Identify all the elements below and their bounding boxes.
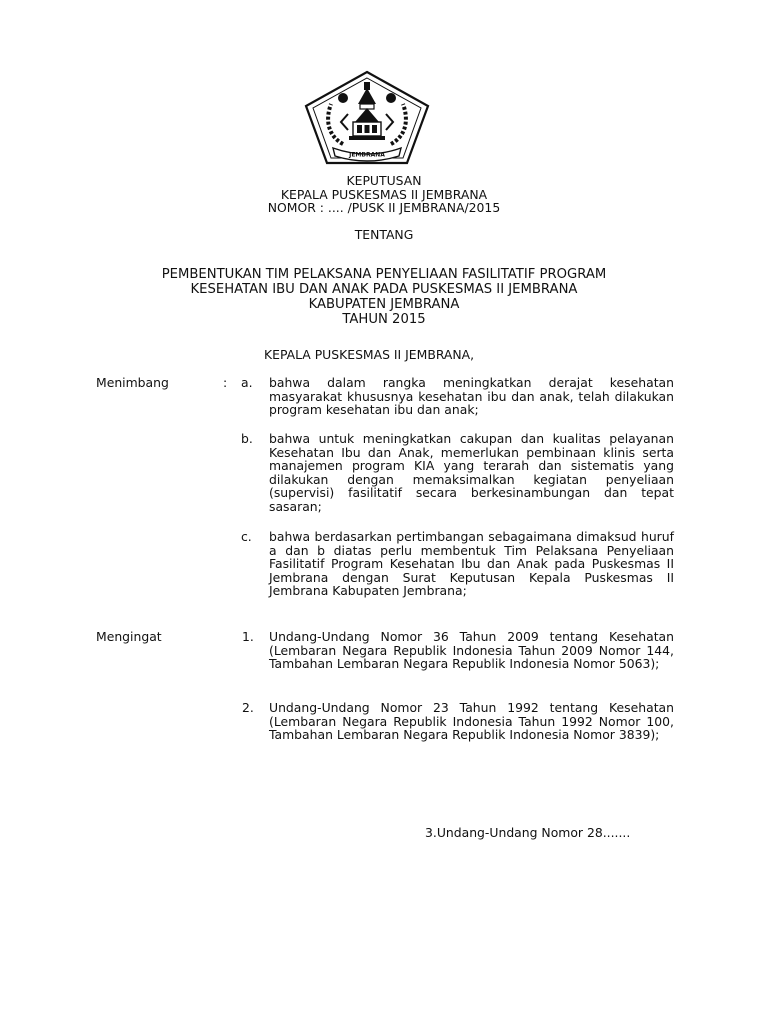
menimbang-item-c: bahwa berdasarkan pertimbangan sebagaimana dimaksud huruf a dan b diatas perlu membentuk Tim Pelaksana Penyeliaan Fasilitatif Program Kesehatan Ibu dan Anak pada Puskesmas II Jembrana dengan Surat Keputusan Kepala Puskesmas II Jembrana Kabupaten Jembrana; <box>269 529 674 599</box>
issuer-line: KEPALA PUSKESMAS II JEMBRANA, <box>264 347 475 362</box>
menimbang-item-a: bahwa dalam rangka meningkatkan derajat kesehatan masyarakat khususnya kesehatan ibu dan anak, telah dilakukan program kesehatan ibu dan anak; <box>269 375 674 418</box>
mengingat-label: Mengingat <box>96 629 162 644</box>
header-number: NOMOR : .... /PUSK II JEMBRANA/2015 <box>267 200 501 216</box>
jembrana-emblem-logo <box>303 70 431 165</box>
mengingat-item-1: Undang-Undang Nomor 36 Tahun 2009 tentang Kesehatan (Lembaran Negara Republik Indonesia Tahun 2009 Nomor 144, Tambahan Lembaran Negara Republik Indonesia Nomor 5063); <box>269 629 674 672</box>
continuation-note: 3.Undang-Undang Nomor 28....... <box>425 825 631 840</box>
menimbang-item-b: bahwa untuk meningkatkan cakupan dan kualitas pelayanan Kesehatan Ibu dan Anak, memerlukan pembinaan klinis serta manajemen program KIA yang terarah dan sistematis yang dilakukan dengan memaksimalkan kegiatan penyeliaan (supervisi) fasilitatif secara berkesinambungan dan tepat sasaran; <box>269 431 674 514</box>
subject-line-2: KESEHATAN IBU DAN ANAK PADA PUSKESMAS II JEMBRANA <box>190 282 578 297</box>
menimbang-marker-a: a. <box>241 375 253 390</box>
decree-header <box>0 174 768 215</box>
menimbang-label: Menimbang <box>96 375 169 390</box>
emblem-inscription: JEMBRANA <box>349 151 385 159</box>
mengingat-item-2: Undang-Undang Nomor 23 Tahun 1992 tentang Kesehatan (Lembaran Negara Republik Indonesia Tahun 1992 Nomor 100, Tambahan Lembaran Negara Republik Indonesia Nomor 3839); <box>269 700 674 743</box>
mengingat-marker-2: 2. <box>242 700 254 715</box>
subject-line-4: TAHUN 2015 <box>342 312 426 327</box>
menimbang-colon: : <box>223 375 228 390</box>
tentang-heading: TENTANG <box>354 227 414 242</box>
menimbang-marker-b: b. <box>241 431 253 446</box>
subject-line-3: KABUPATEN JEMBRANA <box>308 297 460 312</box>
decree-subject <box>0 267 768 327</box>
subject-line-1: PEMBENTUKAN TIM PELAKSANA PENYELIAAN FASILITATIF PROGRAM <box>161 267 607 282</box>
header-office: KEPALA PUSKESMAS II JEMBRANA <box>280 186 488 202</box>
mengingat-marker-1: 1. <box>242 629 254 644</box>
menimbang-marker-c: c. <box>241 529 252 544</box>
header-title: KEPUTUSAN <box>346 173 422 188</box>
